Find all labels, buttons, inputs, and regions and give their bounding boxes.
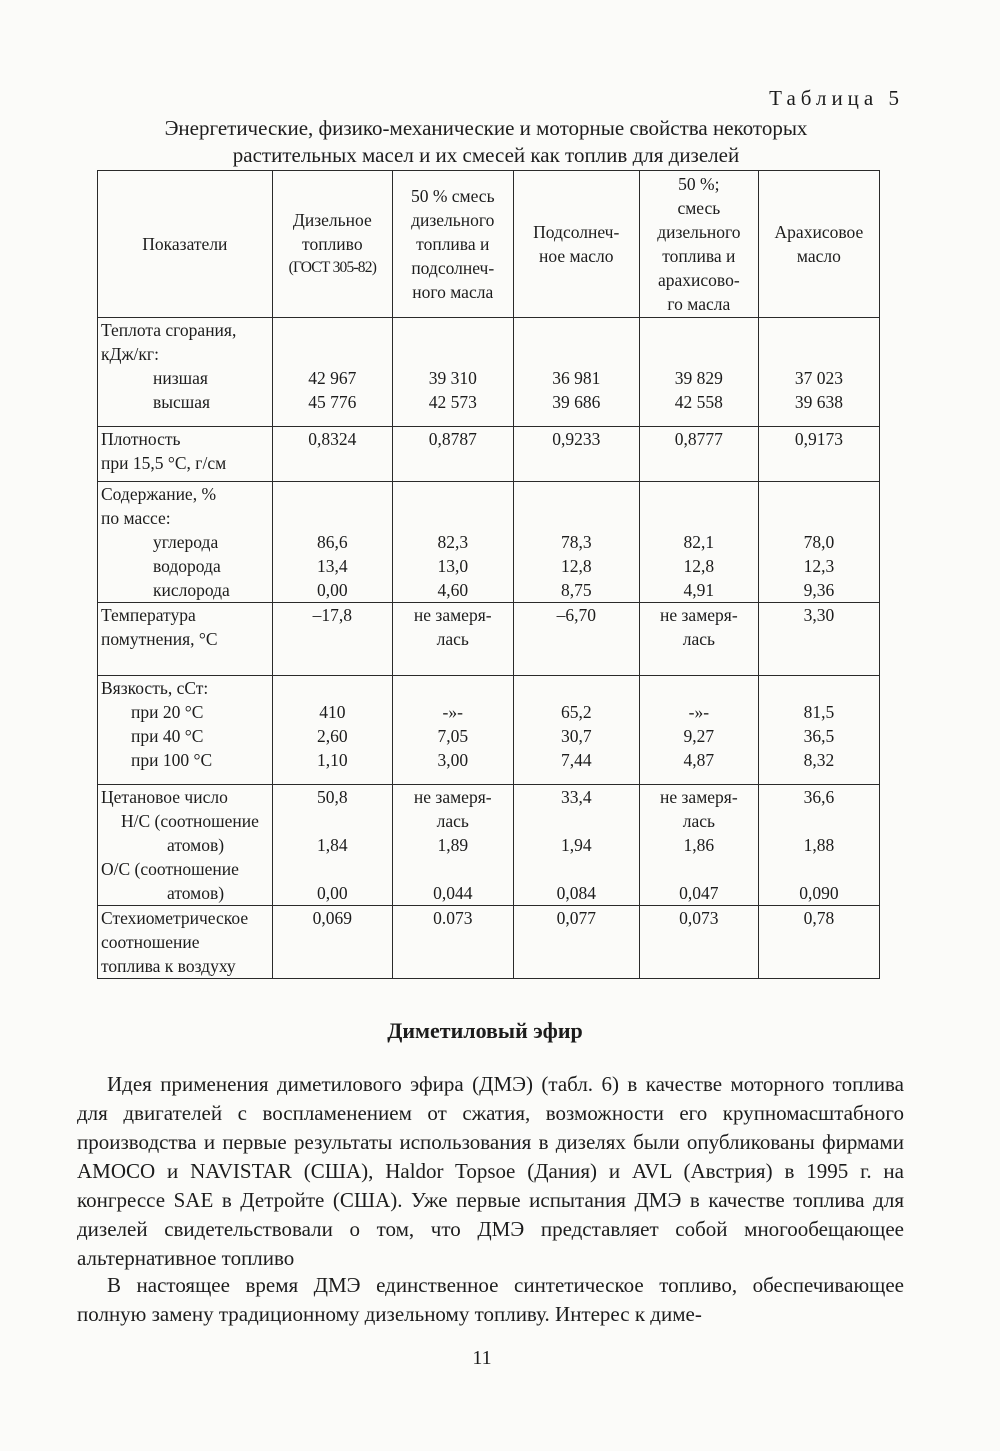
header-text: ное масло: [539, 246, 614, 266]
sublabel-text: углерода: [153, 532, 219, 552]
cell-value: 8,32: [803, 750, 835, 770]
cell-value: 13,4: [317, 556, 348, 576]
cell-value: 3,30: [758, 603, 879, 676]
cell-value: 0,78: [758, 906, 879, 979]
table-row-cetane-and-ratios: [98, 785, 880, 906]
cell: [639, 603, 758, 676]
paragraph-1: [77, 1070, 904, 1273]
header-text: подсолнеч-: [411, 258, 495, 278]
label-text: Стехиометрическое: [101, 908, 249, 928]
paragraph-2: [77, 1271, 904, 1329]
cell: [758, 785, 879, 906]
table-row-viscosity: [98, 676, 880, 785]
cell-value: 86,6: [317, 532, 348, 552]
cell-value: 1,89: [437, 835, 469, 855]
page-number: 11: [472, 1347, 492, 1369]
header-text: арахисово-: [658, 270, 740, 290]
cell-value: 1,86: [683, 835, 715, 855]
cell-value: 0,069: [272, 906, 392, 979]
paragraph-text: Идея применения диметилового эфира (ДМЭ) (табл. 6) в качестве моторного топлива для двигателей с воспламенением от сжатия, возможности его крупномасштабного производства и первые результаты использования в дизелях были опубликованы фирмами AMOCO и NAVISTAR (США), Haldor Topsoe (Дания) и AVL (Австрия) в 1995 г. на конгрессе SAE в Детройте (США). Уже первые испытания ДМЭ в качестве топлива для дизелей свидетельствовали о том, что ДМЭ представляет собой многообещающее альтернативное топливо: [77, 1072, 904, 1270]
cell-value: 8,75: [560, 580, 592, 600]
cell-value: 410: [319, 702, 346, 722]
cell-value: 4,60: [437, 580, 469, 600]
table-row-composition: [98, 482, 880, 603]
cell-value: 33,4: [560, 787, 592, 807]
header-text: дизельного: [411, 210, 495, 230]
table-row-cloud-point: [98, 603, 880, 676]
cell-value: 0,8787: [392, 427, 513, 482]
cell-value: лась: [682, 629, 715, 649]
header-text: ного масла: [412, 282, 494, 302]
header-indicators: Показатели: [98, 171, 273, 318]
cell: [513, 482, 639, 603]
cell-value: 30,7: [560, 726, 592, 746]
cell-value: 42 558: [674, 392, 723, 412]
header-peanut-blend: [639, 171, 758, 318]
cell: [392, 482, 513, 603]
header-sunflower-oil: [513, 171, 639, 318]
cell-value: 0,084: [556, 883, 596, 903]
properties-table: [97, 170, 880, 979]
label-text: Н/С (соотношение: [121, 811, 259, 831]
row-label: [98, 427, 273, 482]
cell: [272, 676, 392, 785]
table-row-heat-of-combustion: [98, 318, 880, 427]
row-label: [98, 603, 273, 676]
cell-value: 82,3: [437, 532, 469, 552]
cell-value: 13,0: [437, 556, 469, 576]
cell: [392, 785, 513, 906]
cell-value: 1,88: [803, 835, 835, 855]
cell-value: 45 776: [308, 392, 357, 412]
sublabel-text: при 100 °С: [131, 750, 213, 770]
cell: [513, 785, 639, 906]
header-text: Арахисовое: [774, 222, 864, 242]
cell-value: 2,60: [317, 726, 348, 746]
header-text: топлива и: [662, 246, 736, 266]
cell: [758, 676, 879, 785]
sublabel-text: низшая: [153, 368, 208, 388]
table-row-density: [98, 427, 880, 482]
cell-value: 4,87: [683, 750, 715, 770]
row-label: [98, 785, 273, 906]
cell-value: 78,3: [560, 532, 592, 552]
label-text: атомов): [167, 883, 225, 903]
header-text: смесь: [677, 198, 721, 218]
header-text: 50 % смесь: [410, 186, 495, 206]
cell-value: 1,10: [317, 750, 348, 770]
cell: [392, 676, 513, 785]
cell-value: 36 981: [552, 368, 601, 388]
cell-value: 1,84: [317, 835, 348, 855]
cell-value: не замеря-: [660, 787, 738, 807]
header-text: (ГОСТ 305-82): [288, 259, 377, 276]
cell-value: 50,8: [317, 787, 348, 807]
cell-value: 7,44: [560, 750, 592, 770]
cell: [513, 318, 639, 427]
label-text: Плотность: [101, 429, 181, 449]
cell-value: 12,8: [560, 556, 592, 576]
header-text: Подсолнеч-: [533, 222, 620, 242]
label-text: Вязкость, сСт:: [101, 678, 209, 698]
cell-value: –6,70: [513, 603, 639, 676]
table-number-label: Таблица 5: [769, 86, 904, 110]
sublabel-text: водорода: [153, 556, 221, 576]
cell-value: 82,1: [683, 532, 715, 552]
cell: [272, 482, 392, 603]
cell-value: 39 829: [674, 368, 723, 388]
label-text: атомов): [167, 835, 225, 855]
label-text: Температура: [101, 605, 196, 625]
header-text: топлива и: [416, 234, 490, 254]
cell-value: 4,91: [683, 580, 715, 600]
cell-value: 0,8324: [272, 427, 392, 482]
cell-value: 81,5: [803, 702, 835, 722]
cell-value: 39 310: [428, 368, 477, 388]
sublabel-text: при 20 °С: [131, 702, 204, 722]
cell-value: 39 638: [794, 392, 843, 412]
header-peanut-oil: [758, 171, 879, 318]
table-caption-line-1: Энергетические, физико-механические и моторные свойства некоторых: [164, 116, 808, 140]
label-text: Содержание, %: [101, 484, 217, 504]
cell-value: 0,090: [799, 883, 839, 903]
cell-value: 0,8777: [639, 427, 758, 482]
cell-value: 0,00: [317, 883, 348, 903]
header-text: масло: [796, 246, 841, 266]
cell-value: -»-: [442, 702, 463, 722]
cell-value: 0,9233: [513, 427, 639, 482]
cell: [272, 785, 392, 906]
label-text: при 15,5 °С, г/см: [101, 453, 227, 473]
cell: [639, 318, 758, 427]
cell-value: 0,9173: [758, 427, 879, 482]
cell: [639, 482, 758, 603]
cell-value: 0,00: [317, 580, 348, 600]
cell-value: 0.073: [392, 906, 513, 979]
cell: [392, 318, 513, 427]
cell-value: 78,0: [803, 532, 835, 552]
cell: [639, 785, 758, 906]
cell-value: 7,05: [437, 726, 469, 746]
sublabel-text: при 40 °С: [131, 726, 204, 746]
cell-value: лась: [436, 811, 469, 831]
cell-value: не замеря-: [413, 605, 492, 625]
cell-value: 12,8: [683, 556, 715, 576]
header-sunflower-blend: [392, 171, 513, 318]
row-label: [98, 318, 273, 427]
cell-value: 0,073: [639, 906, 758, 979]
cell-value: 37 023: [794, 368, 843, 388]
table-caption-line-2: растительных масел и их смесей как топлив для дизелей: [232, 143, 740, 167]
cell-value: лась: [436, 629, 469, 649]
label-text: помутнения, °С: [101, 629, 218, 649]
cell: [392, 603, 513, 676]
table-caption: [96, 115, 876, 169]
label-text: топлива к воздуху: [101, 956, 236, 976]
header-diesel-fuel: [272, 171, 392, 318]
cell-value: лась: [682, 811, 715, 831]
cell-value: 9,36: [803, 580, 835, 600]
header-text: 50 %;: [678, 174, 720, 194]
table-header-row: [98, 171, 880, 318]
table-row-stoichiometric: [98, 906, 880, 979]
cell-value: не замеря-: [413, 787, 492, 807]
section-heading: Диметиловый эфир: [387, 1018, 583, 1043]
cell-value: -»-: [688, 702, 710, 722]
label-text: по массе:: [101, 508, 171, 528]
cell: [758, 482, 879, 603]
cell: [758, 318, 879, 427]
sublabel-text: кислорода: [153, 580, 230, 600]
paragraph-text: В настоящее время ДМЭ единственное синтетическое топливо, обеспечивающее полную замену традиционному дизельному топливу. Интерес к диме-: [77, 1273, 904, 1326]
row-label: [98, 676, 273, 785]
cell-value: 3,00: [437, 750, 469, 770]
header-text: топливо: [302, 234, 363, 254]
cell-value: 12,3: [803, 556, 835, 576]
cell-value: 42 967: [308, 368, 357, 388]
cell-value: 1,94: [560, 835, 592, 855]
cell-value: 0,047: [679, 883, 719, 903]
label-text: соотношение: [101, 932, 200, 952]
label-text: Теплота сгорания,: [101, 320, 237, 340]
cell-value: 36,6: [803, 787, 835, 807]
header-text: дизельного: [657, 222, 741, 242]
label-text: Цетановое число: [101, 787, 228, 807]
cell: [639, 676, 758, 785]
label-text: О/С (соотношение: [101, 859, 239, 879]
cell: [272, 318, 392, 427]
cell-value: –17,8: [272, 603, 392, 676]
cell-value: 0,044: [433, 883, 473, 903]
header-text: го масла: [667, 294, 731, 314]
cell: [513, 676, 639, 785]
cell-value: 36,5: [803, 726, 835, 746]
cell-value: 42 573: [428, 392, 477, 412]
cell-value: 9,27: [683, 726, 715, 746]
header-text: Дизельное: [292, 210, 372, 230]
cell-value: 0,077: [513, 906, 639, 979]
cell-value: 39 686: [552, 392, 601, 412]
cell-value: не замеря-: [660, 605, 738, 625]
sublabel-text: высшая: [153, 392, 211, 412]
cell-value: 65,2: [560, 702, 592, 722]
label-text: кДж/кг:: [101, 344, 159, 364]
row-label: [98, 906, 273, 979]
row-label: [98, 482, 273, 603]
